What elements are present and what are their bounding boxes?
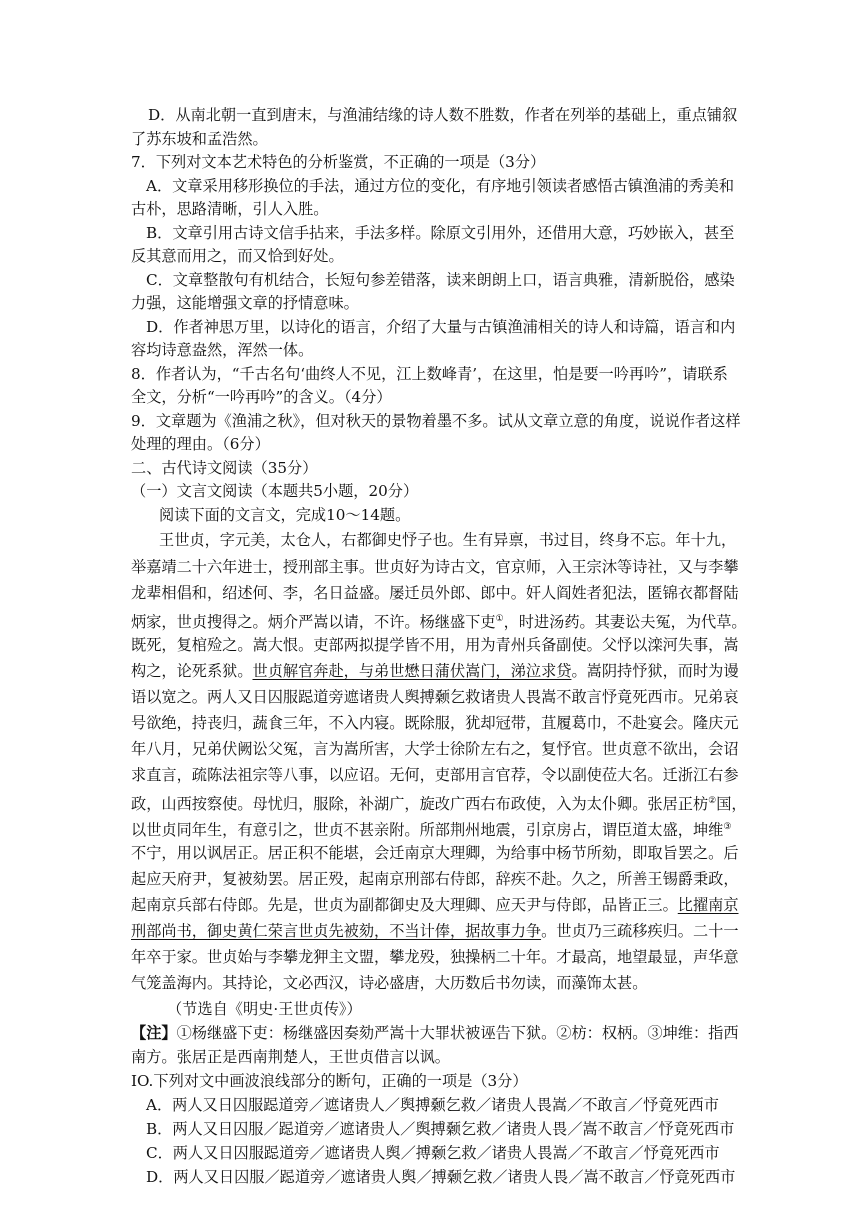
q7-option-c-line2: 力强，这能增强文章的抒情意味。 — [131, 294, 359, 312]
underlined-sentence: 比擢南京 — [677, 896, 739, 914]
passage-text: 构之，论死系狱。 — [131, 662, 253, 680]
passage-line — [131, 790, 747, 812]
passage-line: 求直言，疏陈法祖宗等八事，以应诏。无何，吏部用言官荐，令以副使莅大名。迁浙江右参 — [131, 766, 739, 784]
passage-line: 不宁，用以讽居正。居正积不能堪，会迁南京大理卿，为给事中杨节所劾，即取旨罢之。后 — [131, 844, 739, 862]
passage-text: 。世贞乃三疏移疾归。二十一 — [541, 922, 739, 940]
q7-option-a-line1: A．文章采用移形换位的手法，通过方位的变化，有序地引领读者感悟古镇渔浦的秀美和 — [146, 177, 735, 195]
q9-line2: 处理的理由。（6分） — [131, 435, 270, 453]
passage-line — [131, 660, 739, 682]
passage-text: 以世贞同年生，有意引之，世贞不甚亲附。所部荆州地震，引京房占，谓臣道太盛，坤维 — [131, 821, 724, 840]
q7-option-a-line2: 古朴，思路清晰，引人入胜。 — [131, 200, 329, 218]
q7-option-d-line1: D．作者神思万里，以诗化的语言，介绍了大量与古镇渔浦相关的诗人和诗篇，语言和内 — [146, 318, 736, 336]
note-line1 — [131, 1022, 739, 1044]
passage-text: 。嵩阴持忬狱，而时为谩 — [571, 662, 739, 680]
q7-option-b-line1: B．文章引用古诗文信手拈来，手法多样。除原文引用外，还借用大意，巧妙嵌入，甚至 — [146, 224, 735, 242]
footnote-marker: ② — [708, 796, 717, 806]
passage-line: 气笼盖海内。其持论，文必西汉，诗必盛唐，大历数后书勿读，而藻饰太甚。 — [131, 974, 648, 992]
passage-line: 年八月，兄弟伏阙讼父冤，言为嵩所害，大学士徐阶左右之，复忬官。世贞意不欲出，会诏 — [131, 740, 739, 758]
passage-line: 龙辈相倡和，绍述何、李，名日益盛。屡迁员外郎、郎中。奸人阎姓者犯法，匿锦衣都督陆 — [131, 584, 739, 602]
section-title: 二、古代诗文阅读（35分） — [131, 459, 318, 477]
underlined-sentence: 世贞解官奔赴，与弟世懋日蒲伏嵩门，涕泣求贷 — [252, 662, 572, 680]
passage-line: 既死，复棺殓之。嵩大恨。吏部两拟提学皆不用，用为青州兵备副使。父忬以滦河失事，嵩 — [131, 636, 739, 654]
passage-line: 起应天府尹，复被劾罢。居正殁，起南京刑部右侍郎，辞疾不赴。久之，所善王锡爵秉政， — [131, 870, 739, 888]
passage-line: 年卒于家。世贞始与李攀龙狎主文盟，攀龙殁，独操柄二十年。才最高，地望最显，声华意 — [131, 948, 739, 966]
subsection-title: （一）文言文阅读（本题共5小题，20分） — [131, 482, 419, 500]
footnote-marker: ③ — [723, 822, 732, 832]
q7-stem: 7．下列对文本艺术特色的分析鉴赏，不正确的一项是（3分） — [131, 153, 546, 171]
passage-line: 号欲绝，持丧归，蔬食三年，不入内寝。既除服，犹却冠带，苴履葛巾，不赴宴会。隆庆元 — [131, 714, 739, 732]
q10-option-a: A．两人又日囚服跽道旁／遮诸贵人／舆搏颡乞救／诸贵人畏嵩／不敢言／忬竟死西市 — [146, 1096, 719, 1114]
passage-text: ，时进汤药。其妻讼夫冤，为代草。 — [503, 613, 747, 632]
note-tag: 【注】 — [131, 1024, 177, 1042]
passage-line: 语以宽之。两人又日囚服跽道旁遮诸贵人舆搏颡乞救诸贵人畏嵩不敢言忬竟死西市。兄弟哀 — [131, 688, 739, 706]
q7-option-c-line1: C．文章整散句有机结合，长短句参差错落，读来朗朗上口，语言典雅，清新脱俗，感染 — [146, 271, 735, 289]
q8-line1: 8．作者认为，“千古名句‘曲终人不见，江上数峰青’，在这里，怕是要一吟再吟”，请联系 — [131, 365, 728, 383]
q6-option-d-line2: 了苏东坡和孟浩然。 — [131, 130, 268, 148]
q10-option-c: C．两人又日囚服跽道旁／遮诸贵人舆／搏颡乞救／诸贵人畏嵩／不敢言／忬竟死西市 — [146, 1144, 720, 1162]
passage-text: 炳家，世贞搜得之。炳介严嵩以请，不许。杨继盛下吏 — [131, 613, 496, 632]
q6-option-d-line1: D．从南北朝一直到唐末，与渔浦结缘的诗人数不胜数，作者在列举的基础上，重点铺叙 — [148, 106, 738, 124]
passage-text: 政，山西按察使。母忧归，服除，补湖广，旋改广西右布政使，入为太仆卿。张居正枋 — [131, 795, 709, 814]
passage-line — [131, 920, 739, 942]
underlined-sentence: 刑部尚书，御史黄仁荣言世贞先被劾，不当计俸，据故事力争 — [131, 922, 542, 940]
q7-option-b-line2: 反其意而用之，而又恰到好处。 — [131, 247, 344, 265]
passage-text: 起南京兵部右侍郎。先是，世贞为副都御史及大理卿、应天尹与侍郎，品皆正三。 — [131, 896, 678, 914]
reading-instruction: 阅读下面的文言文，完成10～14题。 — [159, 506, 411, 524]
passage-line — [131, 894, 739, 916]
q10-stem: IO.下列对文中画波浪线部分的断句，正确的一项是（3分） — [131, 1072, 528, 1090]
passage-source: （节选自《明史·王世贞传》） — [167, 1000, 362, 1018]
q9-line1: 9．文章题为《渔浦之秋》，但对秋天的景物着墨不多。试从文章立意的角度，说说作者这样 — [131, 412, 741, 430]
q7-option-d-line2: 容均诗意盎然，浑然一体。 — [131, 341, 314, 359]
passage-line — [131, 608, 747, 630]
note-line2: 南方。张居正是西南荆楚人，王世贞借言以讽。 — [131, 1048, 450, 1066]
passage-text: 国， — [716, 795, 747, 814]
q8-line2: 全文，分析“一吟再吟”的含义。（4分） — [131, 388, 392, 406]
passage-line — [131, 816, 731, 838]
q10-option-b: B．两人又日囚服／跽道旁／遮诸贵人／舆搏颡乞救／诸贵人畏／嵩不敢言／忬竟死西市 — [146, 1120, 735, 1138]
passage-line: 王世贞，字元美，太仓人，右都御史忬子也。生有异禀，书过目，终身不忘。年十九， — [159, 531, 737, 549]
note-text: ①杨继盛下吏：杨继盛因奏劾严嵩十大罪状被诬告下狱。②枋：权柄。③坤维：指西 — [176, 1024, 739, 1042]
q10-option-d: D．两人又日囚服／跽道旁／遮诸贵人舆／搏颡乞救／诸贵人畏／嵩不敢言／忬竟死西市 — [146, 1168, 736, 1186]
footnote-marker: ① — [495, 614, 504, 624]
passage-line: 举嘉靖二十六年进士，授刑部主事。世贞好为诗古文，官京师，入王宗沐等诗社，又与李攀 — [131, 558, 739, 576]
